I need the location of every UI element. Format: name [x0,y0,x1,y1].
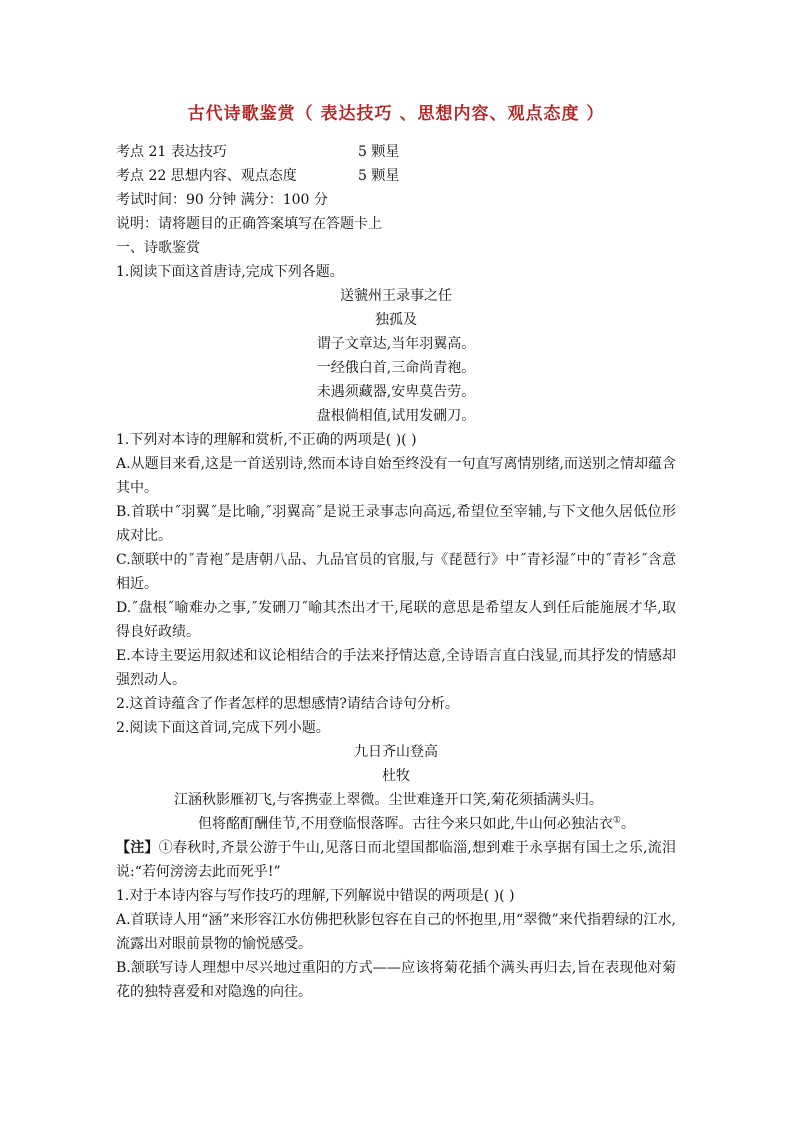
q1-option-a: A.从题目来看,这是一首送别诗,然而本诗自始至终没有一句直写离情别绪,而送别之情却蕴含其中。 [116,456,676,496]
kaodian-1-label: 考点 21 表达技巧 [116,144,227,160]
q1-poem-line: 盘根倘相值,试用发硎刀。 [316,408,476,424]
q1-option-d: D.˝盘根˝喻难办之事,˝发硎刀˝喻其杰出才干,尾联的意思是希望友人到任后能施展才华,取得良好政绩。 [116,600,676,640]
section-heading: 一、诗歌鉴赏 [116,240,200,256]
q2-poem-author: 杜牧 [382,768,410,784]
q1-poem-line: 谓子文章达,当年羽翼高。 [316,336,476,352]
note-mark: 【注】 [116,840,159,856]
kaodian-row-2 [116,164,676,188]
q2-sub1: 1.对于本诗内容与写作技巧的理解,下列解说中错误的两项是( )( ) [116,888,515,904]
instruction: 说明：请将题目的正确答案填写在答题卡上 [116,216,382,232]
q1-option-e: E.本诗主要运用叙述和议论相结合的手法来抒情达意,全诗语言直白浅显,而其抒发的情感却强烈动人。 [116,648,676,688]
q2-intro: 2.阅读下面这首词,完成下列小题。 [116,720,330,736]
q1-poem-line: 未遇须藏器,安卑莫告劳。 [316,384,476,400]
q2-poem-line-1: 江涵秋影雁初飞,与客携壶上翠微。尘世难逢开口笑,菊花须插满头归。 [174,792,603,808]
q1-poem-title: 送虢州王录事之任 [340,288,452,304]
exam-time: 考试时间：90 分钟 满分：100 分 [116,192,328,208]
kaodian-2-stars: 5 颗星 [358,168,400,184]
q2-option-b: B.颔联写诗人理想中尽兴地过重阳的方式——应该将菊花插个满头再归去,旨在表现他对菊花的独特喜爱和对隐逸的向往。 [116,960,676,1000]
kaodian-1-stars: 5 颗星 [358,144,400,160]
q1-option-b: B.首联中˝羽翼˝是比喻,˝羽翼高˝是说王录事志向高远,希望位至宰辅,与下文他久居低位形成对比。 [116,504,676,544]
document-title: 古代诗歌鉴赏（ 表达技巧 、思想内容、观点态度 ） [187,104,605,124]
kaodian-row-1 [116,140,676,164]
document-page [116,100,676,1004]
q2-option-a: A.首联诗人用“涵”来形容江水仿佛把秋影包容在自己的怀抱里,用“翠微”来代指碧绿的江水,流露出对眼前景物的愉悦感受。 [116,912,676,952]
q2-poem-line-2-end: 。 [620,816,635,832]
q1-sub1: 1.下列对本诗的理解和赏析,不正确的两项是( )( ) [116,432,417,448]
q1-option-c: C.颔联中的˝青袍˝是唐朝八品、九品官员的官服,与《琵琶行》中˝青衫湿˝中的˝青衫˝含意相近。 [116,552,676,592]
q1-sub2: 2.这首诗蕴含了作者怎样的思想感情?请结合诗句分析。 [116,696,459,712]
q1-poem-line: 一经俄白首,三命尚青袍。 [316,360,476,376]
q2-note [116,836,676,884]
footnote-marker: ① [612,815,621,826]
kaodian-2-label: 考点 22 思想内容、观点态度 [116,168,297,184]
q1-poem-author: 独孤及 [375,312,417,328]
q1-intro: 1.阅读下面这首唐诗,完成下列各题。 [116,264,344,280]
q2-poem-line-2 [116,812,676,836]
note-text: ①春秋时,齐景公游于牛山,见落日而北望国都临淄,想到难于永享据有国土之乐,流泪说:“若何滂滂去此而死乎!” [116,840,676,880]
q2-poem-title: 九日齐山登高 [354,744,438,760]
q2-poem-line-2-text: 但将酩酊酬佳节,不用登临恨落晖。古往今来只如此,牛山何必独沾衣 [198,816,613,832]
